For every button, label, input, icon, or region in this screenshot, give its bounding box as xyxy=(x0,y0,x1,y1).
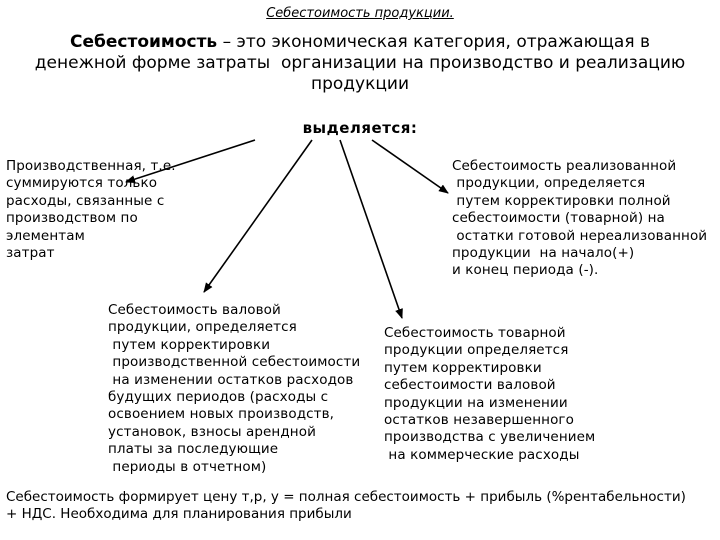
footer-note: Себестоимость формирует цену т,р, у = полная себестоимость + прибыль (%рентабельности) + НДС. Необходима для планирования прибыли xyxy=(6,489,686,523)
subheading: выделяется: xyxy=(302,119,418,137)
arrow-to-commodity xyxy=(340,140,402,318)
arrow-to-gross xyxy=(204,140,312,292)
arrow-to-sold xyxy=(372,140,448,193)
definition-line-3: продукции xyxy=(310,74,410,94)
definition-text: – это экономическая категория, отражающая в xyxy=(217,32,650,52)
definition-line-2: денежной форме затраты организации на производство и реализацию xyxy=(34,53,686,73)
definition-term: Себестоимость xyxy=(70,32,218,52)
commodity-cost-text: Себестоимость товарной продукции определяется путем корректировки себестоимости валовой продукции на изменении остатков незавершенного производства с увеличением на коммерческие расходы xyxy=(384,325,596,463)
sold-cost-text: Себестоимость реализованной продукции, определяется путем корректировки полной себестоимости (товарной) на остатки готовой нереализованной продукции на начало(+) и конец периода (-). xyxy=(452,158,708,279)
slide-title: Себестоимость продукции. xyxy=(266,6,454,21)
gross-cost-text: Себестоимость валовой продукции, определяется путем корректировки производственной себестоимости на изменении остатков расходов будущих периодов (расходы с освоением новых производств, установок, взносы арендной платы за последующие периоды в отчетном) xyxy=(108,302,361,475)
production-cost-text: Производственная, т.е. суммируются только расходы, связанные с производством по элементам затрат xyxy=(6,158,176,262)
